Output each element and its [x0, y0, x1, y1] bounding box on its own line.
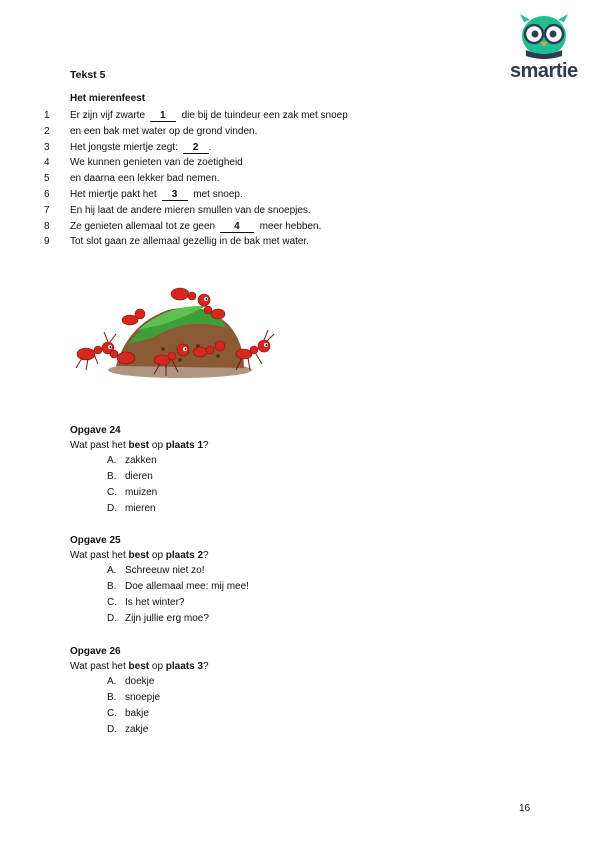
option-letter: C. — [107, 597, 117, 608]
option-text: doekje — [125, 676, 155, 687]
answer-option[interactable] — [107, 690, 209, 706]
line-number: 3 — [44, 141, 50, 153]
line-number: 7 — [44, 204, 50, 216]
answer-option[interactable] — [107, 722, 209, 738]
question-title: Opgave 26 — [70, 646, 121, 657]
option-text: bakje — [125, 708, 149, 719]
option-letter: B. — [107, 581, 117, 592]
question-prompt — [70, 438, 209, 453]
prompt-text: op — [149, 661, 166, 672]
prompt-bold: plaats 1 — [165, 440, 204, 451]
option-text: Is het winter? — [125, 597, 185, 608]
ants-illustration — [68, 284, 278, 384]
question-26 — [70, 644, 209, 738]
line-text: en daarna een lekker bad nemen. — [70, 173, 220, 185]
line-text: en een bak met water op de grond vinden. — [70, 125, 258, 137]
prompt-text: ? — [203, 550, 209, 561]
prompt-text: op — [149, 550, 166, 561]
line-text: We kunnen genieten van de zoetigheid — [70, 157, 243, 169]
option-text: zakje — [125, 724, 149, 735]
question-24 — [70, 423, 209, 517]
answer-option[interactable] — [107, 485, 209, 501]
answer-option[interactable] — [107, 469, 209, 485]
prompt-bold: best — [128, 440, 150, 451]
answer-option[interactable] — [107, 579, 249, 595]
prompt-text: op — [149, 440, 166, 451]
prompt-bold: plaats 3 — [165, 661, 204, 672]
option-letter: A. — [107, 565, 117, 576]
line-text: Er zijn vijf zwarte — [70, 110, 146, 121]
prompt-bold: best — [128, 661, 150, 672]
line-text: Ze genieten allemaal tot ze geen — [70, 220, 216, 232]
option-text: Schreeuw niet zo! — [125, 565, 205, 576]
option-text: mieren — [125, 503, 156, 514]
blank-4: 4 — [220, 221, 254, 233]
line-number: 4 — [44, 157, 50, 169]
answer-option[interactable] — [107, 674, 209, 690]
prompt-text: Wat past het — [70, 440, 129, 451]
question-title: Opgave 24 — [70, 425, 121, 436]
line-number: 5 — [44, 173, 50, 185]
prompt-bold: best — [128, 550, 150, 561]
answer-option[interactable] — [107, 595, 209, 611]
answer-option[interactable] — [107, 453, 209, 469]
option-letter: D. — [107, 503, 117, 514]
ants-on-anthill-icon — [68, 284, 278, 384]
blank-3: 3 — [162, 189, 188, 201]
line-text: En hij laat de andere mieren smullen van de snoepjes. — [70, 204, 311, 216]
option-text: dieren — [125, 471, 153, 482]
line-text: meer hebben. — [259, 220, 322, 232]
blank-1: 1 — [150, 110, 176, 122]
line-text: Het jongste miertje zegt: — [70, 141, 178, 153]
line-text: Tot slot gaan ze allemaal gezellig in de bak met water. — [70, 236, 310, 248]
text-title: Tekst 5 — [70, 69, 106, 81]
smartie-logo — [506, 12, 582, 82]
option-letter: B. — [107, 471, 117, 482]
option-text: zakken — [125, 455, 157, 466]
question-prompt — [70, 548, 209, 563]
line-number: 1 — [44, 110, 50, 121]
question-25 — [70, 533, 249, 627]
question-title: Opgave 25 — [70, 535, 121, 546]
option-letter: C. — [107, 487, 117, 498]
option-letter: D. — [107, 724, 117, 735]
line-number: 6 — [44, 188, 50, 200]
line-text: Het miertje pakt het — [70, 188, 157, 200]
logo-text: smartie — [510, 60, 578, 82]
option-text: Zijn jullie erg moe? — [125, 613, 209, 624]
answer-option[interactable] — [107, 563, 209, 579]
option-letter: D. — [107, 613, 117, 624]
blank-2: 2 — [183, 142, 209, 154]
line-number: 9 — [44, 236, 50, 248]
option-letter: C. — [107, 708, 117, 719]
line-number: 8 — [44, 220, 50, 232]
prompt-text: ? — [203, 440, 209, 451]
owl-logo-icon — [516, 12, 572, 60]
option-text: Doe allemaal mee: mij mee! — [125, 581, 249, 592]
page-number: 16 — [519, 803, 531, 814]
prompt-bold: plaats 2 — [165, 550, 204, 561]
option-text: snoepje — [125, 692, 161, 703]
option-letter: A. — [107, 455, 117, 466]
question-prompt — [70, 659, 209, 674]
line-number: 2 — [44, 125, 50, 137]
line-text: . — [208, 141, 212, 153]
prompt-text: ? — [203, 661, 209, 672]
line-text: met snoep. — [193, 188, 243, 200]
prompt-text: Wat past het — [70, 550, 129, 561]
answer-option[interactable] — [107, 706, 209, 722]
option-text: muizen — [125, 487, 158, 498]
option-letter: B. — [107, 692, 117, 703]
line-text: die bij de tuindeur een zak met snoep — [181, 110, 348, 121]
prompt-text: Wat past het — [70, 661, 129, 672]
option-letter: A. — [107, 676, 117, 687]
answer-option[interactable] — [107, 611, 209, 627]
answer-option[interactable] — [107, 501, 209, 517]
poem-title: Het mierenfeest — [70, 93, 146, 104]
